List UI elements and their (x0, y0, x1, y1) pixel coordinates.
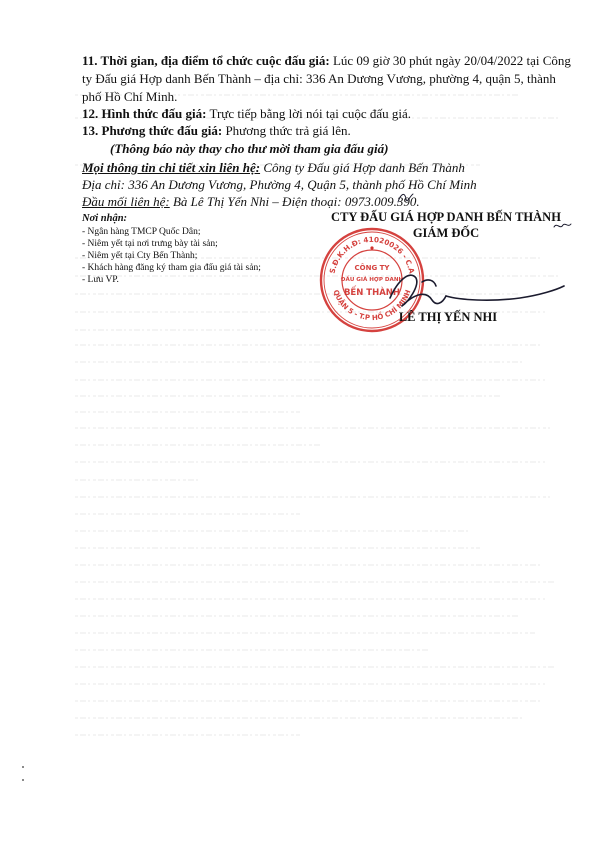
item13-label: 13. Phương thức đấu giá: (82, 123, 223, 138)
recipient-item: - Niêm yết tại nơi trưng bày tài sản; (82, 239, 218, 249)
recipient-item: - Khách hàng đăng ký tham gia đấu giá tài sản; (82, 263, 261, 273)
recipients-title: Nơi nhận: (82, 213, 128, 224)
item11-label: 11. Thời gian, địa điểm tổ chức cuộc đấu giá: (82, 53, 330, 68)
contact-person-label: Đầu mối liên hệ: (82, 194, 170, 209)
contact-person: Bà Lê Thị Yến Nhi – Điện thoại: 0973.009.390. (172, 194, 420, 209)
contact-label: Mọi thông tin chi tiết xin liên hệ: (82, 160, 261, 175)
recipient-item: - Niêm yết tại Cty Bến Thành; (82, 251, 198, 261)
seal-line2: ĐẤU GIÁ HỢP DANH (340, 277, 404, 283)
seal-line1: CÔNG TY (354, 264, 390, 272)
item11-text-2: ty Đấu giá Hợp danh Bến Thành – địa chỉ: 336 An Dương Vương, phường 4, quận 5, thành (82, 71, 556, 86)
initial-mark (396, 190, 414, 206)
recipient-item: - Ngân hàng TMCP Quốc Dân; (82, 227, 201, 237)
recipient-item: - Lưu VP. (82, 275, 119, 285)
item12 (82, 105, 411, 122)
item12-value: Trực tiếp bằng lời nói tại cuộc đấu giá. (209, 106, 412, 121)
scan-speck (22, 779, 24, 781)
item11-line1 (82, 52, 571, 69)
item11-text-1: Lúc 09 giờ 30 phút ngày 20/04/2022 tại Công (332, 53, 571, 68)
seal-bottom-text: QUẬN 5 - T.P HỒ CHÍ MINH (331, 288, 413, 323)
initial-mark (552, 219, 572, 233)
item12-label: 12. Hình thức đấu giá: (82, 106, 207, 121)
contact-person-line (82, 193, 420, 210)
contact-line (82, 159, 465, 176)
contact-address: Địa chỉ: 336 An Dương Vương, Phường 4, Quận 5, thành phố Hồ Chí Minh (82, 177, 477, 192)
signature-org: CTY ĐẤU GIÁ HỢP DANH BẾN THÀNH (331, 210, 561, 224)
contact-company: Công ty Đấu giá Hợp danh Bến Thành (263, 160, 465, 175)
item13-value: Phương thức trả giá lên. (225, 123, 351, 138)
scan-speck (22, 766, 24, 768)
signer-name: LÊ THỊ YẾN NHI (398, 310, 498, 324)
seal-top-text: S.Đ.K.H.Đ: 41020026 - C.A (327, 234, 417, 275)
item13 (82, 122, 351, 139)
item11-text-3: phố Hồ Chí Minh. (82, 89, 178, 104)
seal-line3: BẾN THÀNH (343, 288, 401, 298)
signature-role: GIÁM ĐỐC (412, 226, 480, 240)
notice-line: (Thông báo này thay cho thư mời tham gia đấu giá) (110, 141, 389, 156)
